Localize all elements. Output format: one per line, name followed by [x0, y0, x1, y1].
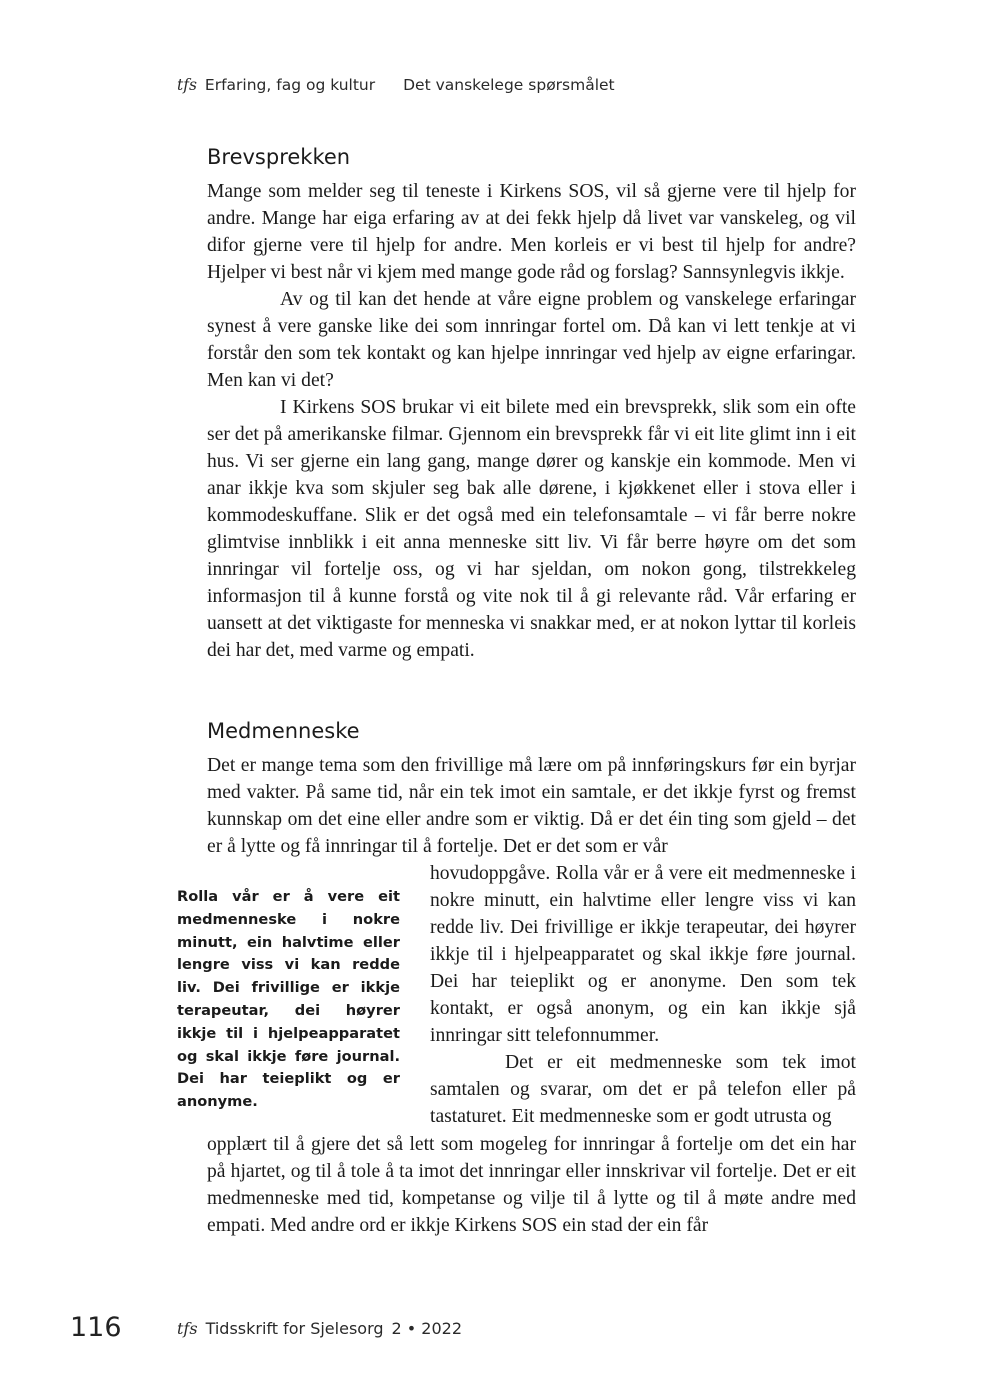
section-heading-brevsprekken: Brevsprekken [207, 145, 351, 169]
running-head [177, 76, 615, 94]
paragraph: opplært til å gjere det så lett som mogeleg for innringar å fortelje om det ein har på hjartet, og til å tole å ta imot det innringar eller innskrivar vil fortelje. Det er eit medmenneske med tid, kompetanse og vilje til å lytte og til å møte andre med empati. Med andre ord er ikkje Kirkens SOS ein stad der ein får [207, 1134, 856, 1236]
section-heading-medmenneske: Medmenneske [207, 719, 360, 743]
section-intro-medmenneske [207, 752, 856, 860]
article-title: Det vanskelege spørsmålet [403, 76, 615, 94]
pull-quote: Rolla vår er å vere eit medmenneske i nokre minutt, ein halvtime eller lengre viss vi kan redde liv. Dei frivillige er ikkje terapeutar, dei høyrer ikkje til i hjelpeapparatet og skal ikkje føre journal. Dei har teieplikt og er anonyme. [177, 888, 400, 1111]
page-footer [0, 1310, 1004, 1350]
journal-name: Tidsskrift for Sjelesorg [205, 1319, 384, 1338]
section-name: Erfaring, fag og kultur [204, 76, 376, 94]
issue-number: 2 • 2022 [391, 1319, 463, 1338]
paragraph: hovudoppgåve. Rolla vår er å vere eit medmenneske i nokre minutt, ein halvtime eller lengre viss vi kan redde liv. Dei frivillige er ikkje terapeutar, dei høyrer ikkje til i hjelpeapparatet og skal ikkje føre journal. Dei har teieplikt og er anonyme. Den som tek kontakt, er også anonym, og ein kan ikkje sjå innringar sitt telefonnummer. [430, 863, 856, 1046]
journal-abbreviation: tfs [177, 76, 197, 94]
section-closing-medmenneske [207, 1131, 856, 1239]
footer-journal [177, 1319, 462, 1338]
paragraph: Det er eit medmenneske som tek imot samtalen og svarar, om det er på telefon eller på tastaturet. Eit medmenneske som er godt utrusta og [430, 1052, 856, 1127]
wrapped-text-column [430, 860, 856, 1130]
paragraph: I Kirkens SOS brukar vi eit bilete med ein brevsprekk, slik som ein ofte ser det på amerikanske filmar. Gjennom ein brevsprekk får vi eit lite glimt inn i eit hus. Vi ser gjerne ein lang gang, mange dører og kanskje ein kommode. Men vi anar ikkje kva som skjuler seg bak alle dørene, i kjøkkenet eller i stova eller i kommodeskuffane. Slik er det også med ein telefonsamtale – vi får berre nokre glimtvise innblikk i eit anna menneske sitt liv. Vi får berre høyre om det som innringar vil fortelje oss, og vi har sjeldan, om nokon gong, tilstrekkeleg informasjon til å kunne forstå og vite nok til å gi relevante råd. Vår erfaring er uansett at det viktigaste for menneska vi snakkar med, er at nokon lyttar til korleis dei har det, med varme og empati. [207, 397, 856, 661]
paragraph: Av og til kan det hende at våre eigne problem og vanskelege erfaringar synest å vere ganske like dei som innringar fortel om. Då kan vi lett tenkje at vi forstår den som tek kontakt og kan hjelpe innringar ved hjelp av eigne erfaringar. Men kan vi det? [207, 289, 856, 391]
page-number: 116 [70, 1312, 122, 1343]
paragraph: Mange som melder seg til teneste i Kirkens SOS, vil så gjerne vere til hjelp for andre. Mange har eiga erfaring av at dei fekk hjelp då livet var vanskeleg, og vil difor gjerne vere til hjelp for andre. Men korleis er vi best til hjelp for andre? Hjelper vi best når vi kjem med mange gode råd og forslag? Sannsynlegvis ikkje. [207, 181, 856, 283]
section-body-brevsprekken [207, 178, 856, 664]
journal-abbreviation: tfs [177, 1319, 198, 1338]
paragraph: Det er mange tema som den frivillige må lære om på innføringskurs før ein byrjar med vakter. På same tid, når ein tek imot ein samtale, er det ikkje fyrst og fremst kunnskap om det eine eller andre som er viktig. Då er det éin ting som gjeld – det er å lytte og få innringar til å fortelje. Det er det som er vår [207, 755, 856, 857]
